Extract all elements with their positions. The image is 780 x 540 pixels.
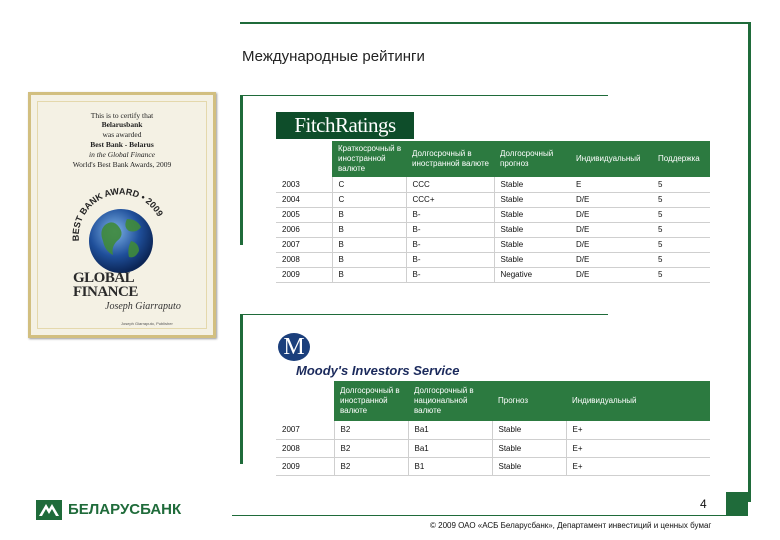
column-header: Долгосрочный прогноз bbox=[494, 141, 570, 177]
moodys-logo-icon: M bbox=[278, 333, 310, 361]
top-divider bbox=[240, 22, 750, 24]
section-accent bbox=[240, 314, 243, 464]
table-row bbox=[276, 207, 710, 222]
table-cell: CCC bbox=[406, 177, 494, 192]
table-cell: B- bbox=[406, 207, 494, 222]
table-cell: 2004 bbox=[276, 192, 332, 207]
certificate-line: Best Bank - Belarus bbox=[90, 140, 154, 149]
page-marker bbox=[726, 492, 748, 516]
table-cell: 5 bbox=[652, 192, 710, 207]
table-cell: D/E bbox=[570, 222, 652, 237]
copyright: © 2009 ОАО «АСБ Беларусбанк», Департамент инвестиций и ценных бумаг bbox=[430, 521, 712, 530]
table-cell: Ba1 bbox=[408, 421, 492, 439]
table-cell: B- bbox=[406, 267, 494, 282]
signature-caption: Joseph Giarraputo, Publisher bbox=[121, 321, 173, 326]
award-badge-text: BEST BANK AWARD • 2009 bbox=[70, 186, 166, 242]
column-header: Долгосрочный в иностранной валюте bbox=[406, 141, 494, 177]
table-row bbox=[276, 421, 710, 439]
table-header-row bbox=[276, 381, 710, 421]
brand-line: GLOBAL bbox=[73, 270, 135, 286]
brand-line: FINANCE bbox=[73, 284, 138, 300]
certificate-line: Belarusbank bbox=[101, 120, 143, 129]
section-line bbox=[240, 95, 608, 96]
table-cell: B bbox=[332, 222, 406, 237]
table-cell: E+ bbox=[566, 421, 710, 439]
certificate-line: This is to certify that bbox=[90, 111, 154, 120]
table-cell: B- bbox=[406, 237, 494, 252]
table-row bbox=[276, 267, 710, 282]
table-cell: Stable bbox=[494, 222, 570, 237]
table-cell: 5 bbox=[652, 177, 710, 192]
fitch-ratings-table bbox=[276, 141, 710, 283]
table-cell: Stable bbox=[494, 192, 570, 207]
table-cell: B1 bbox=[408, 457, 492, 475]
table-cell: B- bbox=[406, 222, 494, 237]
certificate-line: World's Best Bank Awards, 2009 bbox=[72, 160, 172, 169]
column-header: Индивидуальный bbox=[566, 381, 710, 421]
table-cell: 5 bbox=[652, 237, 710, 252]
table-cell: 2007 bbox=[276, 237, 332, 252]
moodys-ratings-table bbox=[276, 381, 710, 476]
table-cell: D/E bbox=[570, 207, 652, 222]
table-cell: B2 bbox=[334, 421, 408, 439]
table-cell: C bbox=[332, 177, 406, 192]
table-cell: E bbox=[570, 177, 652, 192]
table-cell: D/E bbox=[570, 192, 652, 207]
right-divider bbox=[748, 22, 751, 502]
table-cell: B bbox=[332, 252, 406, 267]
table-cell: Stable bbox=[492, 421, 566, 439]
column-header: Прогноз bbox=[492, 381, 566, 421]
table-cell: B bbox=[332, 207, 406, 222]
table-cell: D/E bbox=[570, 237, 652, 252]
table-cell: B2 bbox=[334, 439, 408, 457]
column-header: Индивидуальный bbox=[570, 141, 652, 177]
table-cell: 2007 bbox=[276, 421, 334, 439]
table-cell: 2003 bbox=[276, 177, 332, 192]
footer-divider bbox=[232, 515, 744, 516]
table-row bbox=[276, 222, 710, 237]
table-cell: E+ bbox=[566, 457, 710, 475]
table-cell: 5 bbox=[652, 207, 710, 222]
table-cell: 5 bbox=[652, 222, 710, 237]
table-cell: Stable bbox=[494, 237, 570, 252]
table-cell: D/E bbox=[570, 252, 652, 267]
bank-name: БЕЛАРУСБАНК bbox=[68, 501, 182, 518]
table-cell: E+ bbox=[566, 439, 710, 457]
table-cell: D/E bbox=[570, 267, 652, 282]
table-cell: Stable bbox=[494, 177, 570, 192]
table-cell: 2006 bbox=[276, 222, 332, 237]
certificate-line: in the Global Finance bbox=[88, 150, 156, 159]
table-row bbox=[276, 457, 710, 475]
section-line bbox=[240, 314, 608, 315]
table-cell: Negative bbox=[494, 267, 570, 282]
table-cell: B2 bbox=[334, 457, 408, 475]
table-cell: Stable bbox=[494, 252, 570, 267]
table-cell: 5 bbox=[652, 252, 710, 267]
table-header-row bbox=[276, 141, 710, 177]
table-cell: Stable bbox=[492, 439, 566, 457]
award-certificate bbox=[28, 92, 216, 338]
table-row bbox=[276, 237, 710, 252]
page-number: 4 bbox=[700, 497, 707, 511]
table-row bbox=[276, 177, 710, 192]
table-cell: Stable bbox=[494, 207, 570, 222]
table-cell: 2009 bbox=[276, 457, 334, 475]
table-row bbox=[276, 252, 710, 267]
table-cell: B bbox=[332, 237, 406, 252]
section-accent bbox=[240, 95, 243, 245]
column-header: Долгосрочный в национальной валюте bbox=[408, 381, 492, 421]
column-header: Краткосрочный в иностранной валюте bbox=[332, 141, 406, 177]
page-title: Международные рейтинги bbox=[242, 48, 425, 65]
belarusbank-emblem-icon bbox=[36, 500, 62, 520]
table-cell: B- bbox=[406, 252, 494, 267]
table-cell: Stable bbox=[492, 457, 566, 475]
global-finance-logo bbox=[73, 271, 173, 299]
column-header: Долгосрочный в иностранной валюте bbox=[334, 381, 408, 421]
certificate-line: was awarded bbox=[102, 130, 142, 139]
column-header: Поддержка bbox=[652, 141, 710, 177]
table-cell: 2009 bbox=[276, 267, 332, 282]
table-row bbox=[276, 439, 710, 457]
table-cell: B bbox=[332, 267, 406, 282]
table-cell: 2005 bbox=[276, 207, 332, 222]
table-cell: Ba1 bbox=[408, 439, 492, 457]
table-cell: CCC+ bbox=[406, 192, 494, 207]
table-cell: 5 bbox=[652, 267, 710, 282]
table-row bbox=[276, 192, 710, 207]
table-cell: 2008 bbox=[276, 252, 332, 267]
signature: Joseph Giarraputo bbox=[105, 301, 181, 312]
table-cell: C bbox=[332, 192, 406, 207]
moodys-logo: Moody's Investors Service bbox=[296, 363, 460, 378]
fitch-logo: FitchRatings bbox=[276, 112, 414, 139]
table-cell: 2008 bbox=[276, 439, 334, 457]
